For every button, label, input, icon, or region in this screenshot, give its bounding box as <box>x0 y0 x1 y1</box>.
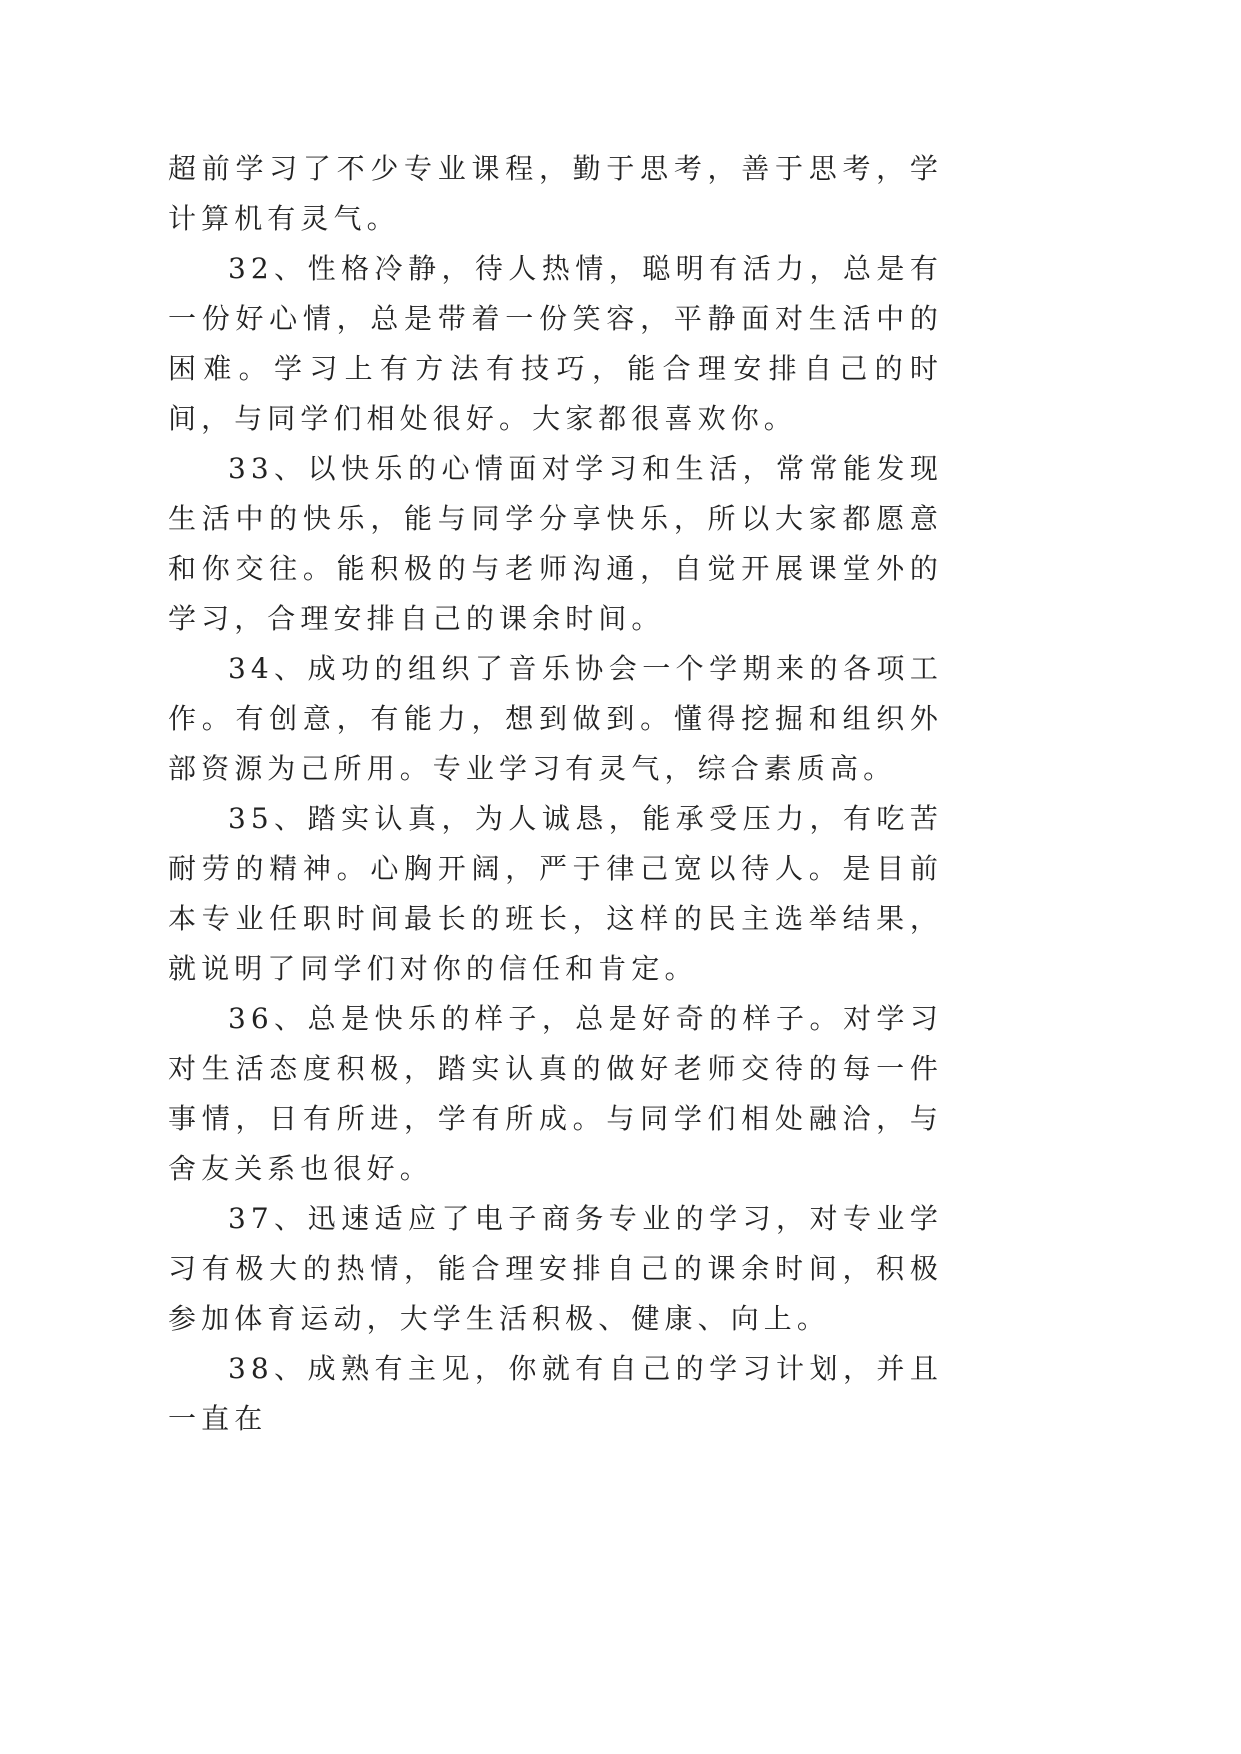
document-body <box>168 144 943 1444</box>
paragraph-33: 33、以快乐的心情面对学习和生活，常常能发现生活中的快乐，能与同学分享快乐，所以大家都愿意和你交往。能积极的与老师沟通，自觉开展课堂外的学习，合理安排自己的课余时间。 <box>168 452 943 635</box>
paragraph-36: 36、总是快乐的样子，总是好奇的样子。对学习对生活态度积极，踏实认真的做好老师交待的每一件事情，日有所进，学有所成。与同学们相处融洽，与舍友关系也很好。 <box>168 1002 943 1185</box>
paragraph-37: 37、迅速适应了电子商务专业的学习，对专业学习有极大的热情，能合理安排自己的课余时间，积极参加体育运动，大学生活积极、健康、向上。 <box>168 1202 943 1335</box>
paragraph-34: 34、成功的组织了音乐协会一个学期来的各项工作。有创意，有能力，想到做到。懂得挖掘和组织外部资源为己所用。专业学习有灵气，综合素质高。 <box>168 652 943 785</box>
paragraph-32: 32、性格冷静，待人热情，聪明有活力，总是有一份好心情，总是带着一份笑容，平静面对生活中的困难。学习上有方法有技巧，能合理安排自己的时间，与同学们相处很好。大家都很喜欢你。 <box>168 252 943 435</box>
paragraph-35: 35、踏实认真，为人诚恳，能承受压力，有吃苦耐劳的精神。心胸开阔，严于律己宽以待人。是目前本专业任职时间最长的班长，这样的民主选举结果，就说明了同学们对你的信任和肯定。 <box>168 802 943 985</box>
paragraph-38: 38、成熟有主见，你就有自己的学习计划，并且一直在 <box>168 1352 943 1435</box>
paragraph-31-continued: 超前学习了不少专业课程，勤于思考，善于思考，学计算机有灵气。 <box>168 152 943 235</box>
